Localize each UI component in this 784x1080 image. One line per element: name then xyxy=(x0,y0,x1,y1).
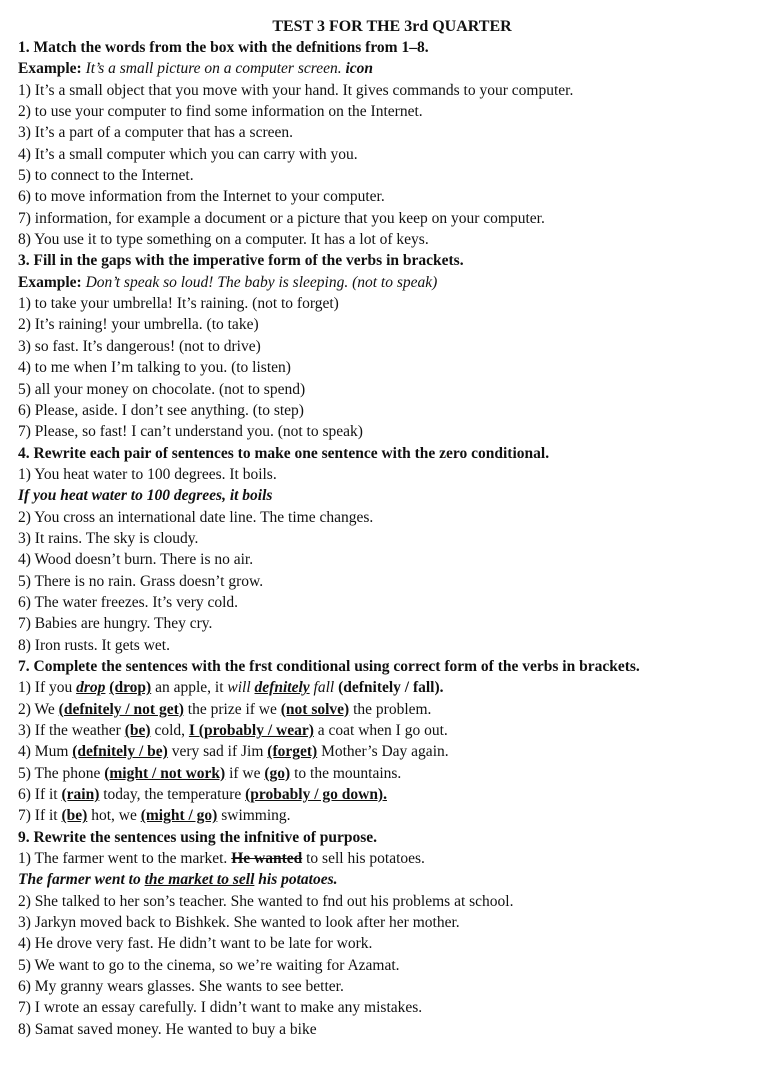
verb-prompt: (defnitely / not get) xyxy=(58,700,184,718)
verb-prompt: (not solve) xyxy=(280,700,350,718)
list-item: 5) all your money on chocolate. (not to spend) xyxy=(18,380,306,398)
list-item xyxy=(18,741,766,762)
list-item: 2) She talked to her son’s teacher. She wanted to fnd out his problems at school. xyxy=(18,892,514,910)
list-item xyxy=(18,720,766,741)
list-item: 6) The water freezes. It’s very cold. xyxy=(18,593,239,611)
example-text: Don’t speak so loud! The baby is sleeping. (not to speak) xyxy=(85,273,438,291)
text-run: 7) If it xyxy=(18,807,62,825)
list-item: 4) to me when I’m talking to you. (to listen) xyxy=(18,359,291,377)
example-label: Example: xyxy=(18,273,82,291)
list-item: 6) Please, aside. I don’t see anything. (to step) xyxy=(18,401,304,419)
section-4-heading: 4. Rewrite each pair of sentences to make one sentence with the zero conditional. xyxy=(18,444,550,462)
list-item: 5) There is no rain. Grass doesn’t grow. xyxy=(18,572,264,590)
verb-prompt: (might / not work) xyxy=(104,764,226,782)
list-item: 1) It’s a small object that you move with your hand. It gives commands to your computer. xyxy=(18,81,574,99)
text-run: Mother’s Day again. xyxy=(317,743,449,761)
section-1-example xyxy=(18,58,766,79)
verb-prompt: (drop) xyxy=(109,679,152,697)
list-item: 3) Jarkyn moved back to Bishkek. She wanted to look after her mother. xyxy=(18,914,460,932)
text-run: today, the temperature xyxy=(99,786,246,804)
list-item: 6) to move information from the Internet to your computer. xyxy=(18,188,385,206)
answer-run: drop xyxy=(76,679,106,697)
page-title: TEST 3 FOR THE 3rd QUARTER xyxy=(272,18,512,35)
list-item xyxy=(18,848,766,869)
text-run: swimming. xyxy=(217,807,291,825)
list-item: 7) I wrote an essay carefully. I didn’t want to make any mistakes. xyxy=(18,999,423,1017)
section-7-heading: 7. Complete the sentences with the frst conditional using correct form of the verbs in brackets. xyxy=(18,657,640,675)
list-item: 5) We want to go to the cinema, so we’re waiting for Azamat. xyxy=(18,956,400,974)
struck-text: He wanted xyxy=(231,850,303,868)
text-run: an apple, it xyxy=(151,679,228,697)
verb-prompt: (rain) xyxy=(61,786,100,804)
section-1-heading: 1. Match the words from the box with the defnitions from 1–8. xyxy=(18,39,429,56)
verb-prompt: (defnitely / fall). xyxy=(338,679,444,697)
list-item: 7) Babies are hungry. They cry. xyxy=(18,615,213,633)
list-item: 4) It’s a small computer which you can carry with you. xyxy=(18,145,358,163)
text-run: 1) If you xyxy=(18,679,77,697)
text-run: 3) If the weather xyxy=(18,722,125,739)
verb-prompt: (might / go) xyxy=(140,807,218,825)
list-item: 2) You cross an international date line. The time changes. xyxy=(18,508,374,526)
text-run: cold, xyxy=(150,722,189,739)
text-run: to sell his potatoes. xyxy=(302,850,425,868)
list-item: 8) Samat saved money. He wanted to buy a bike xyxy=(18,1020,317,1038)
list-item xyxy=(18,784,766,805)
text-run: his potatoes. xyxy=(254,871,338,889)
list-item: 6) My granny wears glasses. She wants to see better. xyxy=(18,978,344,996)
example-label: Example: xyxy=(18,60,82,78)
verb-prompt: I (probably / wear) xyxy=(188,722,314,739)
text-run: 1) The farmer went to the market. xyxy=(18,850,232,868)
answer-run: will xyxy=(227,679,251,697)
verb-prompt: (probably / go down). xyxy=(245,786,387,804)
example-text: It’s a small picture on a computer screen. xyxy=(85,60,342,78)
section-4-example-answer: If you heat water to 100 degrees, it boils xyxy=(18,487,273,505)
answer-run: defnitely xyxy=(254,679,310,697)
list-item: 3) It’s a part of a computer that has a screen. xyxy=(18,124,294,142)
text-run: 5) The phone xyxy=(18,764,105,782)
section-9-example-answer xyxy=(18,869,766,890)
list-item: 4) Wood doesn’t burn. There is no air. xyxy=(18,551,254,569)
text-run: The farmer went to xyxy=(18,871,145,889)
answer-run: fall xyxy=(309,679,339,697)
verb-prompt: (be) xyxy=(124,722,151,739)
list-item xyxy=(18,699,766,720)
text-run: 2) We xyxy=(18,700,59,718)
text-run: to the mountains. xyxy=(290,764,402,782)
list-item xyxy=(18,805,766,826)
list-item xyxy=(18,763,766,784)
text-run: the problem. xyxy=(349,700,432,718)
list-item: 7) Please, so fast! I can’t understand you. (not to speak) xyxy=(18,423,363,441)
example-answer: icon xyxy=(345,60,374,78)
text-run: very sad if Jim xyxy=(167,743,268,761)
list-item: 1) You heat water to 100 degrees. It boils. xyxy=(18,465,277,483)
verb-prompt: (forget) xyxy=(267,743,318,761)
list-item: 3) so fast. It’s dangerous! (not to drive) xyxy=(18,337,261,355)
section-9-heading: 9. Rewrite the sentences using the infnitive of purpose. xyxy=(18,828,378,846)
verb-prompt: (defnitely / be) xyxy=(72,743,168,761)
list-item xyxy=(18,677,766,698)
list-item: 1) to take your umbrella! It’s raining. (not to forget) xyxy=(18,295,339,313)
answer-run: the market to sell xyxy=(144,871,255,889)
verb-prompt: (go) xyxy=(264,764,291,782)
text-run: the prize if we xyxy=(183,700,281,718)
list-item: 8) Iron rusts. It gets wet. xyxy=(18,636,170,654)
list-item: 3) It rains. The sky is cloudy. xyxy=(18,529,199,547)
text-run: if we xyxy=(225,764,265,782)
list-item: 2) to use your computer to find some information on the Internet. xyxy=(18,103,423,121)
list-item: 4) He drove very fast. He didn’t want to be late for work. xyxy=(18,935,373,953)
list-item: 8) You use it to type something on a computer. It has a lot of keys. xyxy=(18,231,429,249)
text-run: hot, we xyxy=(87,807,141,825)
list-item: 2) It’s raining! your umbrella. (to take) xyxy=(18,316,259,334)
list-item: 5) to connect to the Internet. xyxy=(18,167,194,185)
verb-prompt: (be) xyxy=(61,807,88,825)
section-3-heading: 3. Fill in the gaps with the imperative form of the verbs in brackets. xyxy=(18,252,464,270)
text-run: a coat when I go out. xyxy=(313,722,448,739)
text-run: 4) Mum xyxy=(18,743,73,761)
section-3-example xyxy=(18,272,766,293)
list-item: 7) information, for example a document or a picture that you keep on your computer. xyxy=(18,209,545,227)
text-run: 6) If it xyxy=(18,786,62,804)
